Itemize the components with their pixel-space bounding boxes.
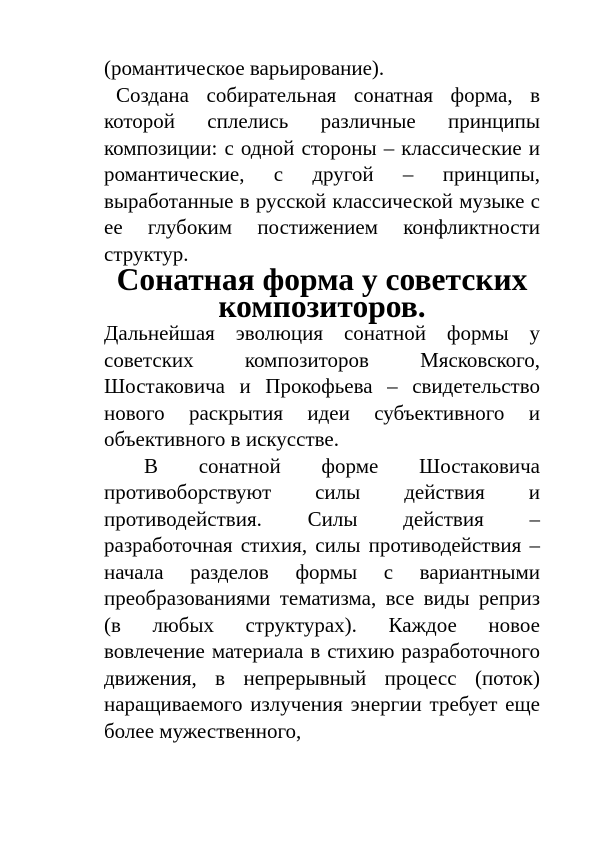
- section-heading-line-1: Сонатная форма у советских: [116, 262, 528, 297]
- section-heading: [104, 262, 540, 324]
- paragraph-shostakovich: В сонатной форме Шостаковича противоборствуют силы действия и противодействия. Силы действия – разработочная стихия, силы противодействия – начала разделов формы с вариантными преобразованиями тематизма, все виды реприз (в любых структурах). Каждое новое вовлечение материала в стихию разработочного движения, в непрерывный процесс (поток) наращиваемого излучения энергии требует еще более мужественного,: [104, 453, 540, 743]
- paragraph-sonata-form-summary: Создана собирательная сонатная форма, в которой сплелись различные принципы композиции: с одной стороны – классические и романтические, с другой – принципы, выработанные в русской классической музыке с ее глубоким постижением конфликтности структур.: [104, 82, 540, 266]
- paragraph-continuation: (романтическое варьирование).: [104, 56, 385, 80]
- paragraph-soviet-composers: Дальнейшая эволюция сонатной формы у советских композиторов Мясковского, Шостаковича и Прокофьева – свидетельство нового раскрытия идеи субъективного и объективного в искусстве.: [104, 321, 540, 451]
- section-heading-line-2: композиторов.: [218, 288, 426, 324]
- text-column: [104, 55, 540, 744]
